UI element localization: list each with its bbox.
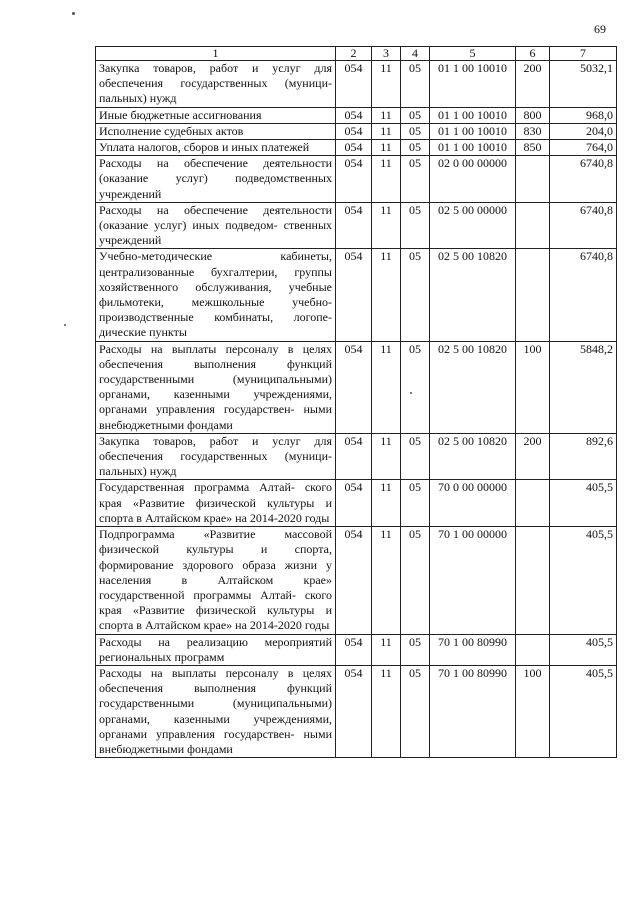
target-code: 70 1 00 80990 bbox=[430, 665, 516, 757]
subsection-code: 05 bbox=[401, 156, 430, 203]
expense-type-code: 100 bbox=[516, 665, 550, 757]
table-row bbox=[96, 341, 617, 433]
target-code: 70 1 00 00000 bbox=[430, 527, 516, 634]
ministry-code: 054 bbox=[336, 249, 372, 341]
table-row bbox=[96, 202, 617, 249]
expense-type-code bbox=[516, 634, 550, 665]
expense-name: Расходы на реализацию мероприятий региональных программ bbox=[96, 634, 336, 665]
amount: 405,5 bbox=[550, 665, 617, 757]
ministry-code: 054 bbox=[336, 665, 372, 757]
subsection-code: 05 bbox=[401, 61, 430, 108]
target-code: 02 5 00 10820 bbox=[430, 433, 516, 480]
column-header: 5 bbox=[430, 47, 516, 61]
expense-name: Государственная программа Алтай- ского края «Развитие физической культуры и спорта в Алтайском крае» на 2014-2020 годы bbox=[96, 480, 336, 527]
subsection-code: 05 bbox=[401, 123, 430, 139]
section-code: 11 bbox=[372, 249, 401, 341]
expense-type-code bbox=[516, 156, 550, 203]
budget-table bbox=[95, 46, 617, 758]
table-row bbox=[96, 123, 617, 139]
column-header: 4 bbox=[401, 47, 430, 61]
amount: 204,0 bbox=[550, 123, 617, 139]
table-row bbox=[96, 140, 617, 156]
expense-type-code bbox=[516, 249, 550, 341]
target-code: 01 1 00 10010 bbox=[430, 123, 516, 139]
expense-name: Подпрограмма «Развитие массовой физической культуры и спорта, формирование здорового образа жизни у населения в Алтайском крае» государственной программы Алтай- ского края «Развитие физической культуры и спорта в Алтайском крае» на 2014-2020 годы bbox=[96, 527, 336, 634]
section-code: 11 bbox=[372, 341, 401, 433]
ministry-code: 054 bbox=[336, 433, 372, 480]
table-row bbox=[96, 480, 617, 527]
amount: 892,6 bbox=[550, 433, 617, 480]
table-row bbox=[96, 527, 617, 634]
amount: 405,5 bbox=[550, 527, 617, 634]
table-row bbox=[96, 433, 617, 480]
column-header: 6 bbox=[516, 47, 550, 61]
expense-name: Иные бюджетные ассигнования bbox=[96, 107, 336, 123]
amount: 968,0 bbox=[550, 107, 617, 123]
amount: 5848,2 bbox=[550, 341, 617, 433]
scan-speck bbox=[410, 392, 412, 394]
ministry-code: 054 bbox=[336, 140, 372, 156]
ministry-code: 054 bbox=[336, 156, 372, 203]
target-code: 70 1 00 80990 bbox=[430, 634, 516, 665]
amount: 405,5 bbox=[550, 480, 617, 527]
amount: 405,5 bbox=[550, 634, 617, 665]
expense-name: Расходы на выплаты персоналу в целях обеспечения выполнения функций государственными (муниципальными) органами, казенными учреждениями, органами управления государствен- ными внебюджетными фондами bbox=[96, 341, 336, 433]
section-code: 11 bbox=[372, 634, 401, 665]
section-code: 11 bbox=[372, 202, 401, 249]
expense-type-code bbox=[516, 527, 550, 634]
section-code: 11 bbox=[372, 665, 401, 757]
ministry-code: 054 bbox=[336, 634, 372, 665]
table-row bbox=[96, 107, 617, 123]
subsection-code: 05 bbox=[401, 480, 430, 527]
header-row bbox=[96, 47, 617, 61]
amount: 6740,8 bbox=[550, 249, 617, 341]
expense-name: Закупка товаров, работ и услуг для обеспечения государственных (муници- пальных) нужд bbox=[96, 61, 336, 108]
section-code: 11 bbox=[372, 61, 401, 108]
section-code: 11 bbox=[372, 140, 401, 156]
table-row bbox=[96, 156, 617, 203]
expense-name: Расходы на обеспечение деятельности (оказание услуг) подведомственных учреждений bbox=[96, 156, 336, 203]
table-row bbox=[96, 249, 617, 341]
column-header: 1 bbox=[96, 47, 336, 61]
subsection-code: 05 bbox=[401, 433, 430, 480]
expense-name: Расходы на выплаты персоналу в целях обеспечения выполнения функций государственными (муниципальными) органами, казенными учреждениями, органами управления государствен- ными внебюджетными фондами bbox=[96, 665, 336, 757]
expense-type-code bbox=[516, 480, 550, 527]
expense-name: Уплата налогов, сборов и иных платежей bbox=[96, 140, 336, 156]
section-code: 11 bbox=[372, 107, 401, 123]
subsection-code: 05 bbox=[401, 341, 430, 433]
target-code: 02 5 00 10820 bbox=[430, 249, 516, 341]
amount: 5032,1 bbox=[550, 61, 617, 108]
ministry-code: 054 bbox=[336, 61, 372, 108]
expense-name: Расходы на обеспечение деятельности (оказание услуг) иных подведом- ственных учреждений bbox=[96, 202, 336, 249]
column-header: 3 bbox=[372, 47, 401, 61]
section-code: 11 bbox=[372, 527, 401, 634]
expense-type-code: 200 bbox=[516, 433, 550, 480]
target-code: 70 0 00 00000 bbox=[430, 480, 516, 527]
target-code: 02 0 00 00000 bbox=[430, 156, 516, 203]
page-number: 69 bbox=[594, 22, 606, 36]
scan-speck bbox=[64, 324, 66, 326]
table-row bbox=[96, 61, 617, 108]
ministry-code: 054 bbox=[336, 107, 372, 123]
ministry-code: 054 bbox=[336, 527, 372, 634]
ministry-code: 054 bbox=[336, 202, 372, 249]
ministry-code: 054 bbox=[336, 341, 372, 433]
column-header: 7 bbox=[550, 47, 617, 61]
expense-type-code: 830 bbox=[516, 123, 550, 139]
amount: 764,0 bbox=[550, 140, 617, 156]
expense-type-code: 200 bbox=[516, 61, 550, 108]
scan-speck bbox=[72, 12, 75, 15]
subsection-code: 05 bbox=[401, 527, 430, 634]
expense-name: Закупка товаров, работ и услуг для обеспечения государственных (муници- пальных) нужд bbox=[96, 433, 336, 480]
section-code: 11 bbox=[372, 123, 401, 139]
table-row bbox=[96, 634, 617, 665]
target-code: 02 5 00 10820 bbox=[430, 341, 516, 433]
target-code: 02 5 00 00000 bbox=[430, 202, 516, 249]
subsection-code: 05 bbox=[401, 202, 430, 249]
expense-type-code: 850 bbox=[516, 140, 550, 156]
section-code: 11 bbox=[372, 433, 401, 480]
target-code: 01 1 00 10010 bbox=[430, 107, 516, 123]
section-code: 11 bbox=[372, 480, 401, 527]
ministry-code: 054 bbox=[336, 123, 372, 139]
subsection-code: 05 bbox=[401, 107, 430, 123]
expense-type-code: 800 bbox=[516, 107, 550, 123]
expense-name: Учебно-методические кабинеты, централизованные бухгалтерии, группы хозяйственного обслуживания, учебные фильмотеки, межшкольные учебно- производственные комбинаты, логопе- дические пункты bbox=[96, 249, 336, 341]
ministry-code: 054 bbox=[336, 480, 372, 527]
subsection-code: 05 bbox=[401, 634, 430, 665]
table-row bbox=[96, 665, 617, 757]
subsection-code: 05 bbox=[401, 249, 430, 341]
column-header: 2 bbox=[336, 47, 372, 61]
expense-name: Исполнение судебных актов bbox=[96, 123, 336, 139]
section-code: 11 bbox=[372, 156, 401, 203]
expense-type-code bbox=[516, 202, 550, 249]
subsection-code: 05 bbox=[401, 665, 430, 757]
amount: 6740,8 bbox=[550, 156, 617, 203]
amount: 6740,8 bbox=[550, 202, 617, 249]
target-code: 01 1 00 10010 bbox=[430, 140, 516, 156]
expense-type-code: 100 bbox=[516, 341, 550, 433]
subsection-code: 05 bbox=[401, 140, 430, 156]
target-code: 01 1 00 10010 bbox=[430, 61, 516, 108]
